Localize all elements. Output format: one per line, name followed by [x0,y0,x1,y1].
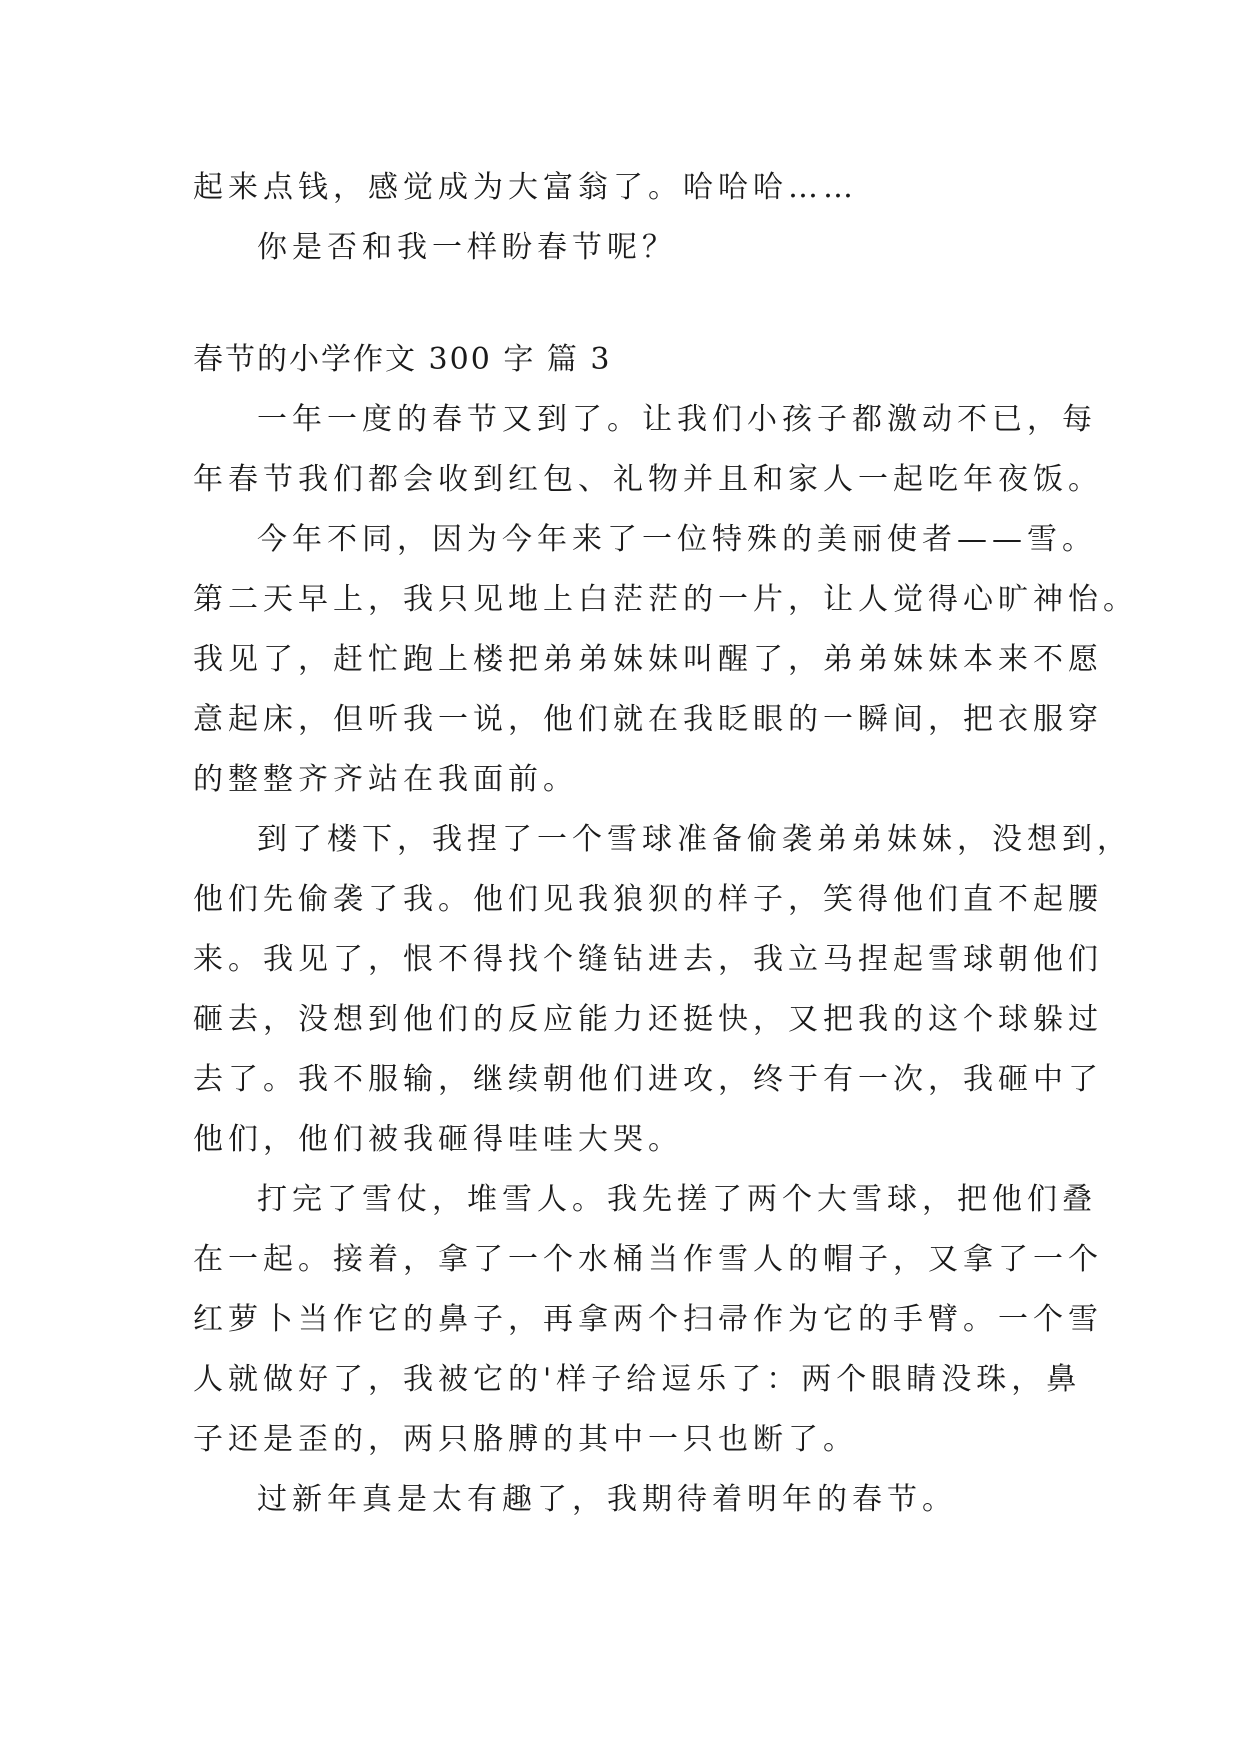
text-line: 年春节我们都会收到红包、礼物并且和家人一起吃年夜饭。 [193,462,1103,497]
text-line: 人就做好了，我被它的'样子给逗乐了：两个眼睛没珠，鼻 [193,1362,1082,1397]
paragraph-line: 一年一度的春节又到了。让我们小孩子都激动不已，每 [257,402,1097,437]
text-line: 去了。我不服输，继续朝他们进攻，终于有一次，我砸中了 [193,1062,1103,1097]
text-line: 第二天早上，我只见地上白茫茫的一片，让人觉得心旷神怡。 [193,582,1138,617]
text-line: 的整整齐齐站在我面前。 [193,762,578,797]
text-line: 子还是歪的，两只胳膊的其中一只也断了。 [193,1422,858,1457]
section-title: 春节的小学作文 300 字 篇 3 [193,342,612,377]
paragraph-line: 打完了雪仗，堆雪人。我先搓了两个大雪球，把他们叠 [257,1182,1097,1217]
text-line: 他们先偷袭了我。他们见我狼狈的样子，笑得他们直不起腰 [193,882,1103,917]
text-line: 我见了，赶忙跑上楼把弟弟妹妹叫醒了，弟弟妹妹本来不愿 [193,642,1103,677]
text-line: 红萝卜当作它的鼻子，再拿两个扫帚作为它的手臂。一个雪 [193,1302,1103,1337]
text-line: 起来点钱，感觉成为大富翁了。哈哈哈…… [193,170,858,205]
text-line: 来。我见了，恨不得找个缝钻进去，我立马捏起雪球朝他们 [193,942,1103,977]
paragraph-line: 今年不同，因为今年来了一位特殊的美丽使者——雪。 [257,522,1097,557]
paragraph-line: 你是否和我一样盼春节呢？ [257,230,677,265]
text-line: 他们，他们被我砸得哇哇大哭。 [193,1122,683,1157]
text-line: 砸去，没想到他们的反应能力还挺快，又把我的这个球躲过 [193,1002,1103,1037]
text-line: 在一起。接着，拿了一个水桶当作雪人的帽子，又拿了一个 [193,1242,1103,1277]
text-line: 意起床，但听我一说，他们就在我眨眼的一瞬间，把衣服穿 [193,702,1103,737]
paragraph-line: 到了楼下，我捏了一个雪球准备偷袭弟弟妹妹，没想到， [257,822,1132,857]
paragraph-line: 过新年真是太有趣了，我期待着明年的春节。 [257,1482,957,1517]
